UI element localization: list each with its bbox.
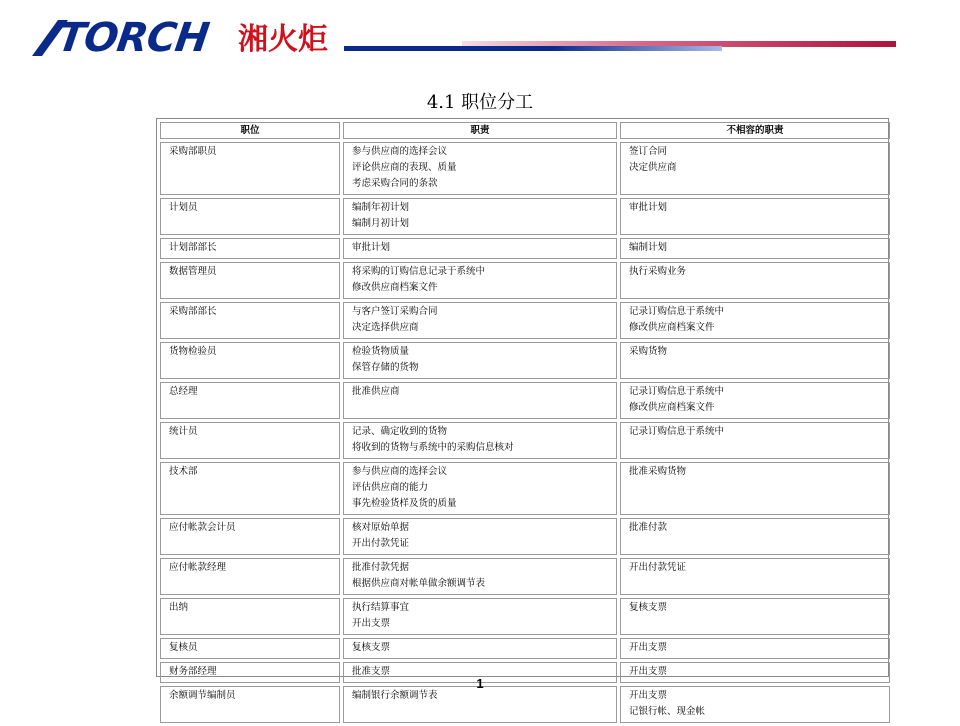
logo-chinese-name: 湘火炬 <box>238 22 328 57</box>
cell-duties <box>343 302 617 339</box>
duty-line: 将采购的订购信息记录于系统中 <box>352 266 486 277</box>
duty-line: 评论供应商的表现、质量 <box>352 162 457 173</box>
position-text: 复核员 <box>169 642 198 653</box>
cell-duties <box>343 238 617 259</box>
cell-incompatible <box>620 342 890 379</box>
duty-line: 执行结算事宜 <box>352 602 410 613</box>
cell-incompatible <box>620 198 890 235</box>
cell-duties <box>343 686 617 723</box>
cell-position <box>160 638 340 659</box>
position-text: 应付帐款会计员 <box>169 522 236 533</box>
cell-position <box>160 342 340 379</box>
cell-duties <box>343 142 617 195</box>
cell-duties <box>343 462 617 515</box>
table-row <box>160 382 890 419</box>
incompatible-line: 记录订购信息于系统中 <box>629 386 725 397</box>
table-header-row <box>160 122 890 139</box>
duty-line: 事先检验货样及货的质量 <box>352 498 457 509</box>
duty-line: 复核支票 <box>352 642 391 653</box>
table-row <box>160 422 890 459</box>
cell-incompatible <box>620 238 890 259</box>
duty-line: 考虑采购合同的条款 <box>352 178 438 189</box>
incompatible-line: 开出支票 <box>629 642 668 653</box>
cell-position <box>160 518 340 555</box>
duty-line: 编制月初计划 <box>352 218 410 229</box>
cell-incompatible <box>620 598 890 635</box>
cell-position <box>160 302 340 339</box>
incompatible-line: 记银行帐、现金帐 <box>629 706 706 717</box>
cell-duties <box>343 198 617 235</box>
duty-line: 批准支票 <box>352 666 391 677</box>
cell-incompatible <box>620 518 890 555</box>
cell-duties <box>343 518 617 555</box>
slide-header <box>0 0 960 70</box>
duty-line: 审批计划 <box>352 242 391 253</box>
position-text: 货物检验员 <box>169 346 217 357</box>
position-text: 技术部 <box>169 466 198 477</box>
duty-line: 根据供应商对帐单做余额调节表 <box>352 578 486 589</box>
table-row <box>160 638 890 659</box>
column-header-position: 职位 <box>160 122 340 139</box>
duty-line: 修改供应商档案文件 <box>352 282 438 293</box>
duty-line: 批准供应商 <box>352 386 400 397</box>
cell-incompatible <box>620 638 890 659</box>
incompatible-line: 修改供应商档案文件 <box>629 402 715 413</box>
duty-line: 参与供应商的选择会议 <box>352 466 448 477</box>
table-body <box>160 142 890 723</box>
duties-table <box>157 119 893 726</box>
cell-position <box>160 686 340 723</box>
incompatible-line: 开出支票 <box>629 666 668 677</box>
page-number: 1 <box>476 676 484 691</box>
cell-incompatible <box>620 558 890 595</box>
duty-line: 与客户签订采购合同 <box>352 306 438 317</box>
table-row <box>160 238 890 259</box>
position-text: 数据管理员 <box>169 266 217 277</box>
position-text: 统计员 <box>169 426 198 437</box>
duty-line: 记录、确定收到的货物 <box>352 426 448 437</box>
duty-line: 开出付款凭证 <box>352 538 410 549</box>
cell-duties <box>343 262 617 299</box>
table-row <box>160 198 890 235</box>
table-row <box>160 262 890 299</box>
duty-line: 评估供应商的能力 <box>352 482 429 493</box>
table-row <box>160 342 890 379</box>
logo-wordmark: TORCH <box>54 15 212 61</box>
position-text: 采购部职员 <box>169 146 217 157</box>
cell-position <box>160 262 340 299</box>
page-title: 4.1 职位分工 <box>426 92 534 113</box>
column-header-duties: 职责 <box>343 122 617 139</box>
incompatible-line: 批准付款 <box>629 522 668 533</box>
cell-position <box>160 462 340 515</box>
incompatible-line: 编制计划 <box>629 242 668 253</box>
incompatible-line: 复核支票 <box>629 602 668 613</box>
position-text: 计划员 <box>169 202 198 213</box>
cell-duties <box>343 558 617 595</box>
position-text: 财务部经理 <box>169 666 217 677</box>
cell-incompatible <box>620 382 890 419</box>
cell-incompatible <box>620 142 890 195</box>
duties-table-container <box>156 118 889 717</box>
cell-duties <box>343 638 617 659</box>
duty-line: 决定选择供应商 <box>352 322 419 333</box>
incompatible-line: 决定供应商 <box>629 162 677 173</box>
cell-incompatible <box>620 262 890 299</box>
cell-position <box>160 238 340 259</box>
table-row <box>160 686 890 723</box>
table-row <box>160 558 890 595</box>
incompatible-line: 采购货物 <box>629 346 668 357</box>
incompatible-line: 签订合同 <box>629 146 668 157</box>
position-text: 采购部部长 <box>169 306 217 317</box>
cell-duties <box>343 342 617 379</box>
duty-line: 编制银行余额调节表 <box>352 690 438 701</box>
incompatible-line: 记录订购信息于系统中 <box>629 306 725 317</box>
incompatible-line: 开出付款凭证 <box>629 562 687 573</box>
cell-position <box>160 382 340 419</box>
position-text: 应付帐款经理 <box>169 562 227 573</box>
table-row <box>160 598 890 635</box>
duty-line: 检验货物质量 <box>352 346 410 357</box>
cell-incompatible <box>620 302 890 339</box>
table-row <box>160 302 890 339</box>
table-row <box>160 142 890 195</box>
cell-position <box>160 422 340 459</box>
duty-line: 批准付款凭据 <box>352 562 410 573</box>
cell-incompatible <box>620 422 890 459</box>
cell-incompatible <box>620 686 890 723</box>
incompatible-line: 审批计划 <box>629 202 668 213</box>
incompatible-line: 批准采购货物 <box>629 466 687 477</box>
duty-line: 核对原始单据 <box>352 522 410 533</box>
cell-duties <box>343 598 617 635</box>
cell-position <box>160 558 340 595</box>
column-header-incompatible: 不相容的职责 <box>620 122 890 139</box>
duty-line: 参与供应商的选择会议 <box>352 146 448 157</box>
duty-line: 保管存储的货物 <box>352 362 419 373</box>
cell-duties <box>343 382 617 419</box>
cell-incompatible <box>620 462 890 515</box>
position-text: 总经理 <box>169 386 198 397</box>
cell-position <box>160 198 340 235</box>
cell-position <box>160 598 340 635</box>
cell-position <box>160 142 340 195</box>
incompatible-line: 开出支票 <box>629 690 668 701</box>
position-text: 出纳 <box>169 602 189 613</box>
duty-line: 将收到的货物与系统中的采购信息核对 <box>352 442 514 453</box>
incompatible-line: 修改供应商档案文件 <box>629 322 715 333</box>
duty-line: 开出支票 <box>352 618 391 629</box>
position-text: 余额调节编制员 <box>169 690 236 701</box>
position-text: 计划部部长 <box>169 242 217 253</box>
table-row <box>160 518 890 555</box>
header-accent-bar-blue <box>344 46 722 51</box>
table-row <box>160 462 890 515</box>
duty-line: 编制年初计划 <box>352 202 410 213</box>
incompatible-line: 记录订购信息于系统中 <box>629 426 725 437</box>
incompatible-line: 执行采购业务 <box>629 266 687 277</box>
cell-duties <box>343 422 617 459</box>
